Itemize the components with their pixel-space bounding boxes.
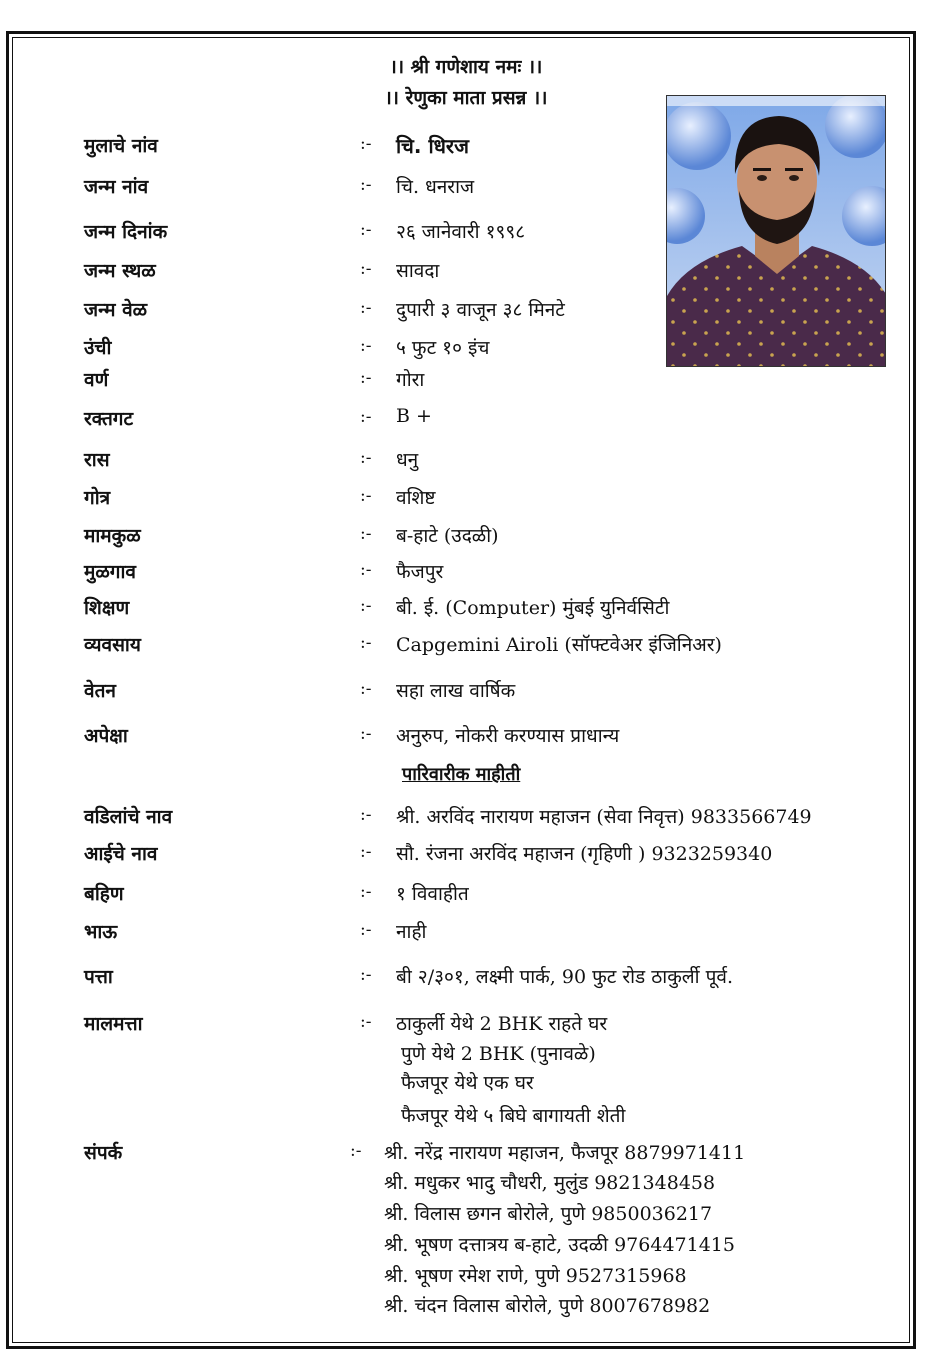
detail-value: चि. धनराज [396, 176, 475, 198]
detail-separator: :- [360, 407, 372, 427]
detail-value: ५ फुट १० इंच [396, 337, 490, 359]
detail-label: गोत्र [84, 487, 111, 509]
contact-separator: :- [350, 1141, 362, 1161]
contact-line: श्री. मधुकर भादु चौधरी, मुलुंड 9821348458 [384, 1172, 716, 1194]
detail-separator: :- [360, 259, 372, 279]
detail-value: दुपारी ३ वाजून ३८ मिनटे [396, 299, 565, 321]
detail-value: अनुरुप, नोकरी करण्यास प्राधान्य [396, 725, 620, 747]
detail-separator: :- [360, 220, 372, 240]
family-value: सौ. रंजना अरविंद महाजन (गृहिणी ) 9323259340 [396, 843, 773, 865]
detail-value: B + [396, 405, 432, 427]
family-separator: :- [360, 842, 372, 862]
detail-separator: :- [360, 336, 372, 356]
detail-value: सावदा [396, 260, 440, 282]
detail-separator: :- [360, 724, 372, 744]
detail-label: उंची [84, 337, 112, 359]
detail-separator: :- [360, 368, 372, 388]
invocation-line-2: ।। रेणुका माता प्रसन्न ।। [384, 87, 548, 109]
contact-line: श्री. भूषण दत्तात्रय ब-हाटे, उदळी 9764471415 [384, 1234, 735, 1256]
detail-separator: :- [360, 175, 372, 195]
detail-separator: :- [360, 524, 372, 544]
contact-line: श्री. नरेंद्र नारायण महाजन, फैजपूर 8879971411 [384, 1142, 746, 1164]
detail-label: मुळगाव [84, 561, 136, 583]
detail-label: रक्तगट [84, 408, 134, 430]
detail-separator: :- [360, 596, 372, 616]
detail-value: वशिष्ट [396, 487, 436, 509]
detail-value: ब-हाटे (उदळी) [396, 525, 499, 547]
detail-label: वर्ण [84, 369, 109, 391]
detail-value: गोरा [396, 369, 425, 391]
detail-label: जन्म दिनांक [84, 221, 168, 243]
family-separator: :- [360, 920, 372, 940]
profile-photo [666, 95, 886, 367]
family-separator: :- [360, 805, 372, 825]
detail-label: अपेक्षा [84, 725, 128, 747]
family-separator: :- [360, 965, 372, 985]
property-line: पुणे येथे 2 BHK (पुनावळे) [401, 1043, 596, 1065]
family-value: बी २/३०१, लक्ष्मी पार्क, 90 फुट रोड ठाकुर्ली पूर्व. [396, 966, 734, 988]
detail-label: मामकुळ [84, 525, 141, 547]
family-label: पत्ता [84, 966, 113, 988]
property-line: फैजपूर येथे ५ बिघे बागायती शेती [401, 1105, 626, 1127]
detail-value: Capgemini Airoli (सॉफ्टवेअर इंजिनिअर) [396, 634, 722, 656]
property-separator: :- [360, 1012, 372, 1032]
detail-value: सहा लाख वार्षिक [396, 680, 516, 702]
detail-label: व्यवसाय [84, 634, 141, 656]
detail-label: रास [84, 449, 110, 471]
contact-line: श्री. चंदन विलास बोरोले, पुणे 8007678982 [384, 1295, 711, 1317]
detail-separator: :- [360, 560, 372, 580]
family-value: नाही [396, 921, 427, 943]
detail-separator: :- [360, 134, 372, 154]
detail-value: फैजपुर [396, 561, 444, 583]
detail-separator: :- [360, 633, 372, 653]
contact-line: श्री. भूषण रमेश राणे, पुणे 9527315968 [384, 1265, 687, 1287]
detail-value: २६ जानेवारी १९९८ [396, 221, 526, 243]
invocation-line-1: ।। श्री गणेशाय नमः ।। [389, 56, 543, 78]
detail-label: जन्म नांव [84, 176, 149, 198]
contact-label: संपर्क [84, 1142, 123, 1164]
detail-separator: :- [360, 448, 372, 468]
family-label: आईचे नाव [84, 843, 158, 865]
family-section-title: पारिवारीक माहीती [402, 764, 521, 785]
family-value: श्री. अरविंद नारायण महाजन (सेवा निवृत्त) 9833566749 [396, 806, 812, 828]
detail-value: धनु [396, 449, 419, 471]
family-label: बहिण [84, 883, 124, 905]
detail-value: बी. ई. (Computer) मुंबई युनिर्वसिटी [396, 597, 670, 619]
contact-line: श्री. विलास छगन बोरोले, पुणे 9850036217 [384, 1203, 713, 1225]
property-line: फैजपूर येथे एक घर [401, 1072, 534, 1094]
detail-label: जन्म स्थळ [84, 260, 156, 282]
property-label: मालमत्ता [84, 1013, 143, 1035]
property-line: ठाकुर्ली येथे 2 BHK राहते घर [396, 1013, 608, 1035]
detail-label: जन्म वेळ [84, 299, 148, 321]
detail-value: चि. धिरज [396, 134, 469, 158]
family-value: १ विवाहीत [396, 883, 469, 905]
detail-label: वेतन [84, 680, 116, 702]
detail-label: मुलाचे नांव [84, 135, 158, 157]
detail-separator: :- [360, 298, 372, 318]
detail-label: शिक्षण [84, 597, 130, 619]
family-label: भाऊ [84, 921, 118, 943]
family-label: वडिलांचे नाव [84, 806, 173, 828]
detail-separator: :- [360, 679, 372, 699]
detail-separator: :- [360, 486, 372, 506]
family-separator: :- [360, 882, 372, 902]
